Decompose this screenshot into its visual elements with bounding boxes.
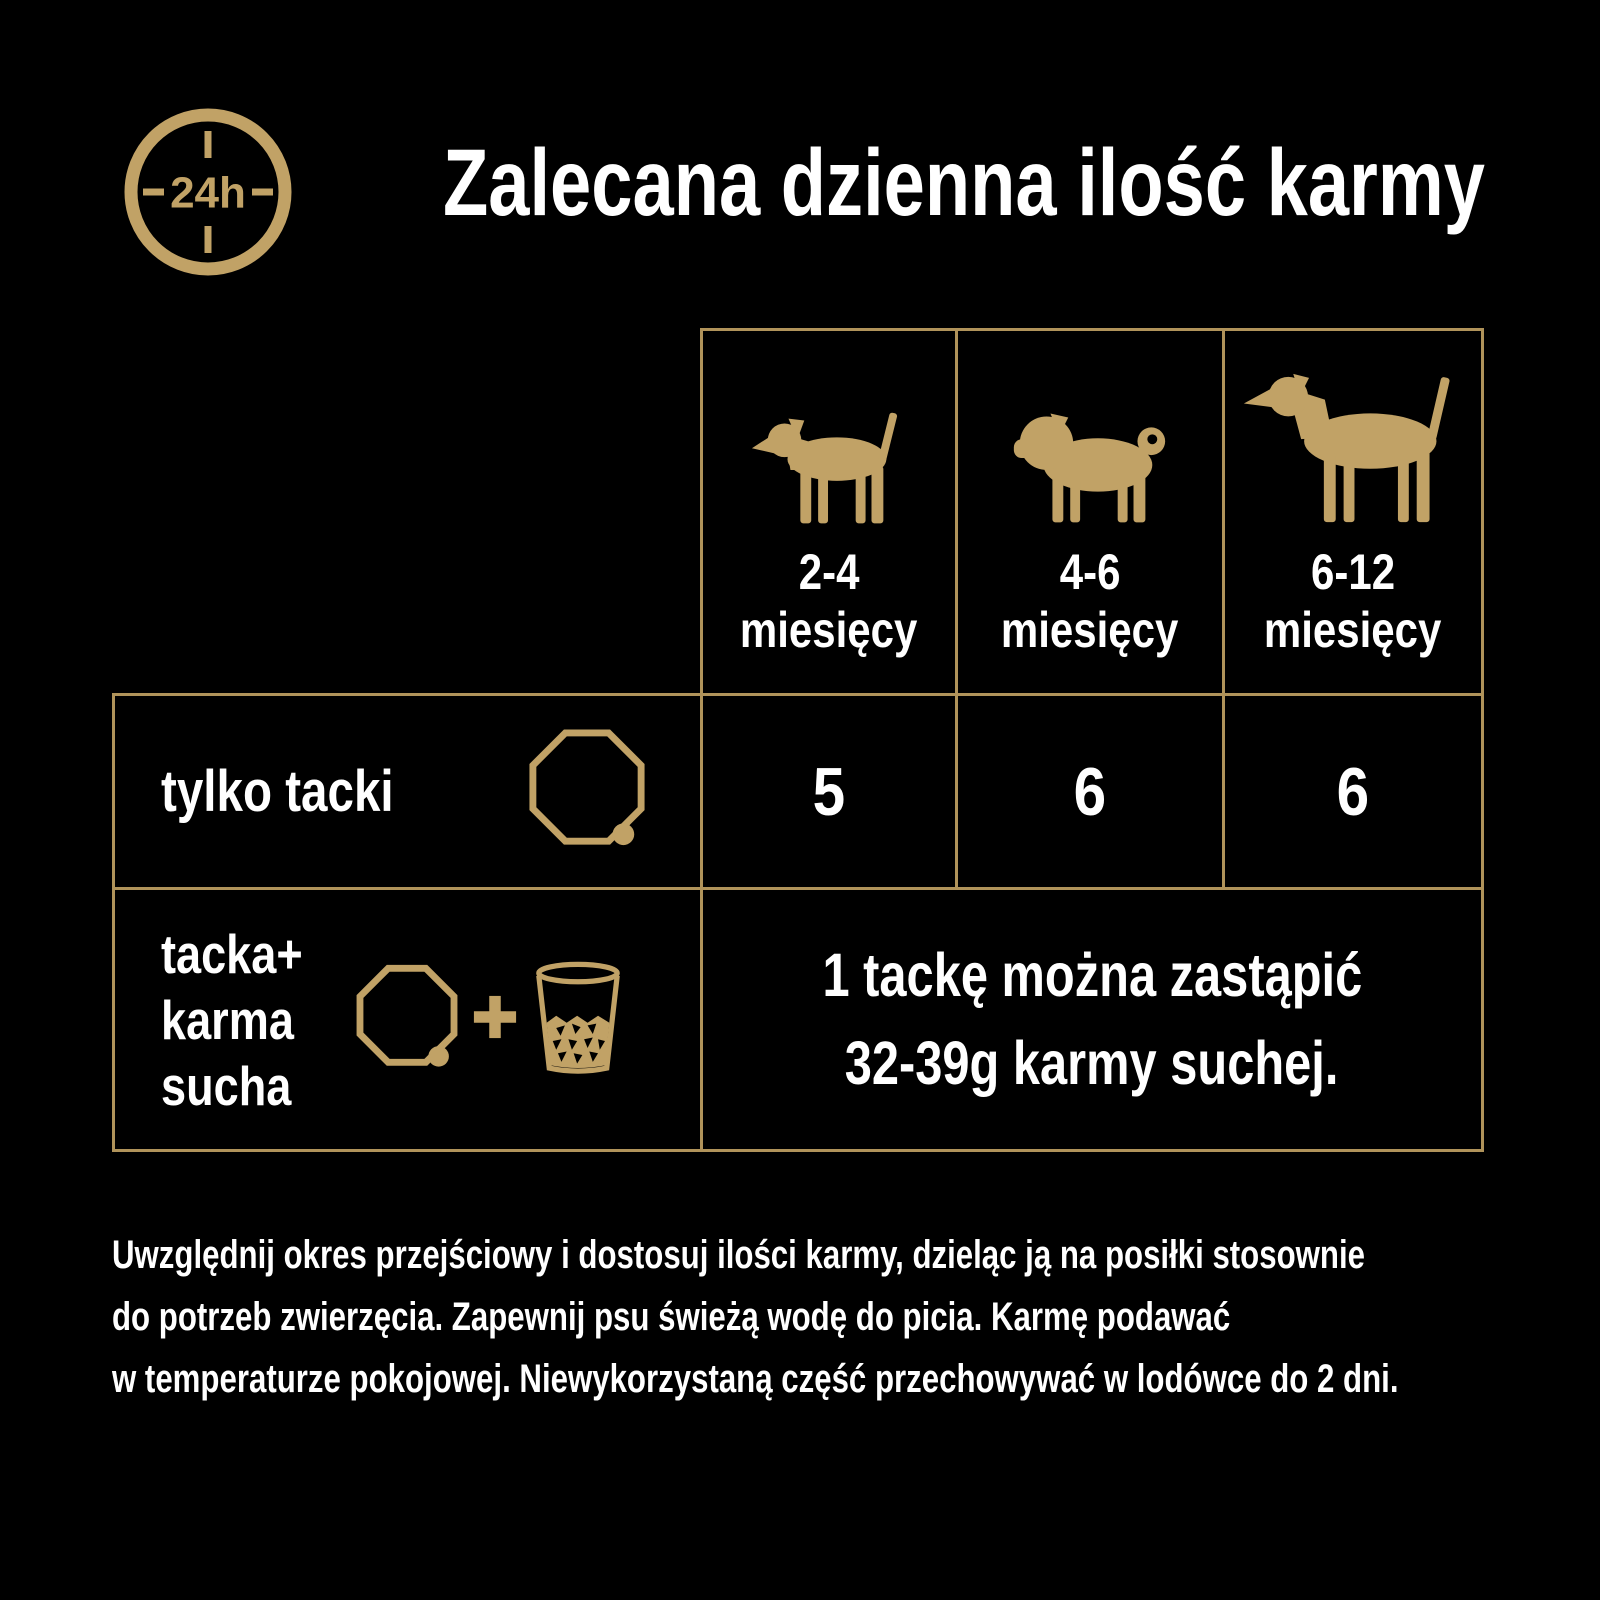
- tray-icon: [354, 962, 460, 1077]
- value-cell-6-12: [1222, 693, 1484, 887]
- trays-per-day-value: 5: [812, 753, 846, 830]
- pug-dog-silhouette-icon: [1001, 401, 1179, 526]
- dry-food-cup-icon: [530, 960, 626, 1080]
- footnote-line: w temperaturze pokojowej. Niewykorzystaną część przechowywać w lodówce do 2 dni.: [112, 1357, 1399, 1401]
- age-range-label: 6-12: [1310, 544, 1396, 600]
- tray-plus-dry-food-icons: [354, 960, 626, 1080]
- badge-24h-label: 24h: [170, 168, 246, 218]
- feeding-instructions-paragraph: [112, 1224, 1592, 1410]
- tray-replacement-note-cell: [700, 887, 1484, 1152]
- tray-icon: [526, 726, 648, 857]
- age-unit-label: miesięcy: [740, 601, 918, 658]
- row-tray-plus-dry-label-cell: [112, 887, 700, 1152]
- age-column-4-6-months: [955, 328, 1222, 693]
- row-label: tylko tacki: [161, 759, 394, 824]
- note-line: 32-39g karmy suchej.: [845, 1028, 1339, 1097]
- feeding-table: [112, 328, 1484, 1152]
- 24h-clock-icon: [116, 100, 300, 284]
- age-unit-label: miesięcy: [1264, 601, 1442, 658]
- terrier-dog-silhouette-icon: [1232, 371, 1474, 526]
- age-unit-label: miesięcy: [1001, 601, 1179, 658]
- page-title: Zalecana dzienna ilość karmy: [443, 130, 1486, 236]
- puppy-dog-silhouette-icon: [745, 406, 913, 526]
- footnote-line: Uwzględnij okres przejściowy i dostosuj ilości karmy, dzieląc ją na posiłki stosownie: [112, 1233, 1365, 1277]
- age-column-2-4-months: [700, 328, 955, 693]
- row-label: tacka+ karma sucha: [161, 922, 303, 1117]
- value-cell-2-4: [700, 693, 955, 887]
- footnote-line: do potrzeb zwierzęcia. Zapewnij psu świeżą wodę do picia. Karmę podawać: [112, 1295, 1231, 1339]
- age-range-label: 2-4: [798, 544, 860, 600]
- 24h-clock-icon-graphic: [116, 100, 300, 284]
- plus-icon: [472, 994, 518, 1045]
- note-line: 1 tackę można zastąpić: [822, 941, 1362, 1010]
- trays-per-day-value: 6: [1073, 753, 1107, 830]
- header-spacer-cell: [112, 328, 700, 693]
- age-column-6-12-months: [1222, 328, 1484, 693]
- age-range-label: 4-6: [1059, 544, 1121, 600]
- trays-per-day-value: 6: [1336, 753, 1370, 830]
- row-trays-only-label-cell: [112, 693, 700, 887]
- value-cell-4-6: [955, 693, 1222, 887]
